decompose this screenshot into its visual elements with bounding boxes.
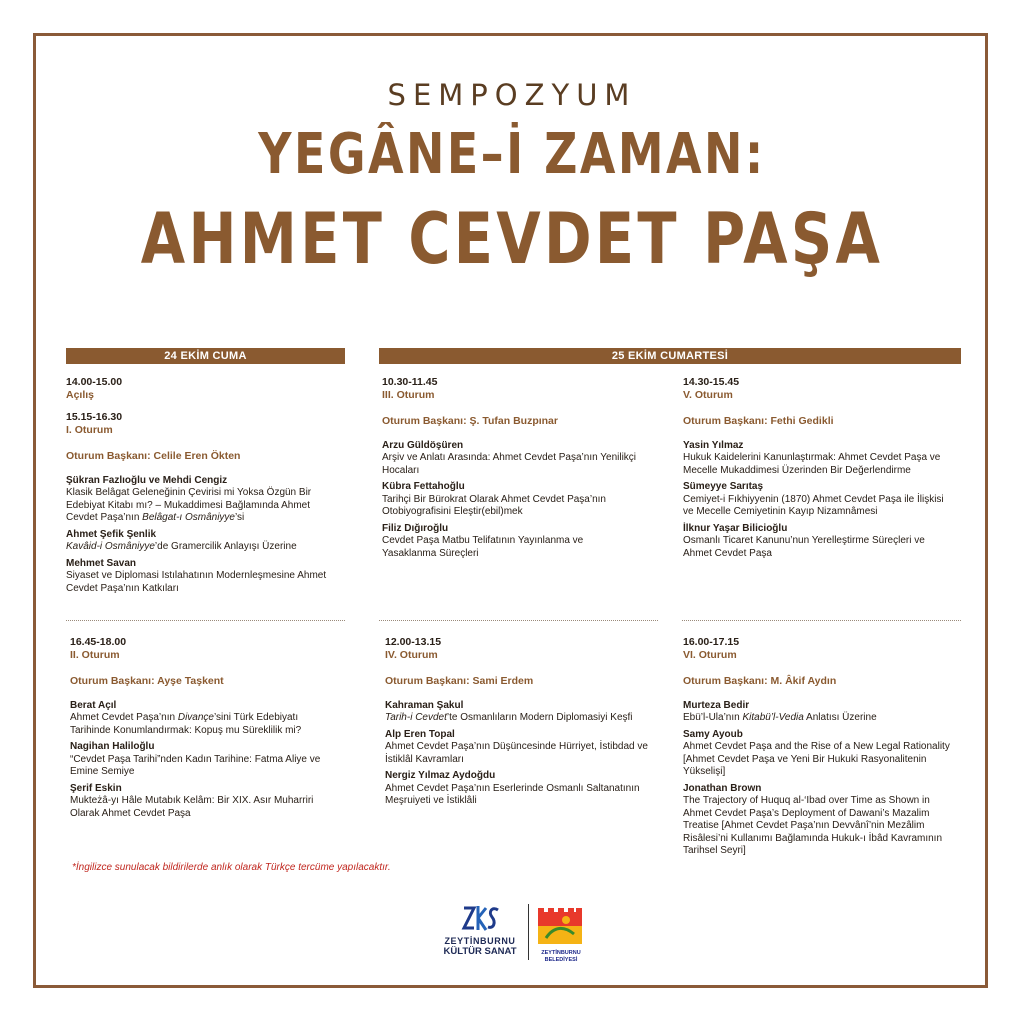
speaker-name: Ahmet Şefik Şenlik	[66, 528, 157, 540]
talk-title: Ahmet Cevdet Paşa’nın Düşüncesinde Hürriyet, İstibdad ve İstiklâl Kavramları	[385, 741, 648, 765]
speaker-name: Nagihan Haliloğlu	[70, 741, 155, 752]
col3-top	[683, 376, 945, 560]
session3-label: III. Oturum	[382, 388, 435, 401]
talk-title: Ahmet Cevdet Paşa’nın Divançe’sini Türk Edebiyatı Tarihinde Konumlandırmak: Kopuş mu Süreklilik mi?	[70, 712, 302, 736]
speaker-name: Kübra Fettahoğlu	[382, 481, 465, 492]
speaker-name: Alp Eren Topal	[385, 728, 455, 740]
session2-label: II. Oturum	[70, 648, 120, 661]
col1-bottom	[70, 636, 332, 820]
session6-chair: Oturum Başkanı: M. Âkif Aydın	[683, 675, 837, 687]
session3-chair: Oturum Başkanı: Ş. Tufan Buzpınar	[382, 415, 558, 427]
session1-label: I. Oturum	[66, 423, 113, 436]
talk-title: Kavâid-i Osmâniyye’de Gramercilik Anlayışı Üzerine	[66, 541, 297, 552]
session4-chair: Oturum Başkanı: Sami Erdem	[385, 675, 534, 687]
poster-title-line2: AHMET CEVDET PAŞA	[140, 198, 884, 280]
translation-note: *İngilizce sunulacak bildirilerde anlık olarak Türkçe tercüme yapılacaktır.	[72, 862, 391, 873]
speaker-name: Mehmet Savan	[66, 557, 137, 569]
zeytinburnu-kultur-sanat-logo	[436, 904, 524, 962]
speaker-name: Yasin Yılmaz	[683, 439, 744, 451]
session5-time: 14.30-15.45	[683, 376, 740, 388]
session2-chair: Oturum Başkanı: Ayşe Taşkent	[70, 675, 224, 687]
talk-title: Tarih-i Cevdet’te Osmanlıların Modern Diplomasiyi Keşfi	[385, 712, 633, 723]
session4-time: 12.00-13.15	[385, 636, 442, 648]
logo2-line1: ZEYTİNBURNU	[541, 950, 581, 956]
poster-kicker: SEMPOZYUM	[387, 78, 637, 112]
speaker-name: Filiz Dığıroğlu	[382, 522, 449, 534]
talk-title: Mukteżâ-yı Hâle Mutabık Kelâm: Bir XIX. Asır Muharriri Olarak Ahmet Cevdet Paşa	[70, 795, 314, 819]
talk-title: Arşiv ve Anlatı Arasında: Ahmet Cevdet Paşa’nın Yenilikçi Hocaları	[382, 452, 637, 476]
session5-label: V. Oturum	[683, 388, 733, 401]
speaker-name: Jonathan Brown	[683, 782, 762, 794]
session2-time: 16.45-18.00	[70, 636, 127, 648]
session6-time: 16.00-17.15	[683, 636, 740, 648]
talk-title: Osmanlı Ticaret Kanunu’nun Yerelleştirme Süreçleri ve Ahmet Cevdet Paşa	[683, 535, 925, 559]
speaker-name: Berat Açıl	[70, 699, 117, 711]
talk-title: Cevdet Paşa Matbu Telifatının Yayınlanma ve Yasaklanma Süreçleri	[382, 535, 584, 559]
col2-bottom	[385, 636, 650, 808]
logo1-line2: KÜLTÜR SANAT	[443, 946, 517, 957]
talk-title: Siyaset ve Diplomasi Istılahatının Modernleşmesine Ahmet Cevdet Paşa’nın Katkıları	[66, 570, 327, 594]
speaker-name: Murteza Bedir	[683, 699, 750, 711]
talk-title: Ebü’l-Ula’nın Kitabü’l-Vedia Anlatısı Üzerine	[683, 712, 877, 723]
opening-time: 14.00-15.00	[66, 376, 123, 388]
talk-title: Tarihçi Bir Bürokrat Olarak Ahmet Cevdet Paşa’nın Otobiyografisini Eleştir(ebil)mek	[382, 493, 606, 517]
logo-separator	[528, 904, 529, 960]
talk-title: Hukuk Kaidelerini Kanunlaştırmak: Ahmet Cevdet Paşa ve Mecelle Mukaddimesi Üzerinden Bir Değerlendirme	[683, 452, 941, 476]
col3-bottom	[683, 636, 951, 858]
zeytinburnu-belediyesi-logo	[536, 904, 586, 963]
col2-top	[382, 376, 637, 560]
speaker-name: İlknur Yaşar Bilicioğlu	[683, 522, 788, 534]
session1-time: 15.15-16.30	[66, 411, 123, 423]
session6-label: VI. Oturum	[683, 648, 737, 661]
session4-label: IV. Oturum	[385, 648, 438, 661]
opening-label: Açılış	[66, 388, 95, 401]
talk-title: Ahmet Cevdet Paşa’nın Eserlerinde Osmanlı Saltanatının Meşruiyeti ve İstiklâli	[385, 782, 640, 806]
session3-time: 10.30-11.45	[382, 376, 438, 388]
talk-title: “Cevdet Paşa Tarihi”nden Kadın Tarihine: Fatma Aliye ve Emine Semiye	[70, 753, 321, 777]
speaker-name: Kahraman Şakul	[385, 699, 464, 711]
session5-chair: Oturum Başkanı: Fethi Gedikli	[683, 415, 834, 427]
zks-logo-icon	[460, 904, 500, 934]
speaker-name: Sümeyye Sarıtaş	[683, 481, 764, 492]
poster-title-line1: YEGÂNE–İ ZAMAN:	[258, 122, 766, 187]
municipality-emblem-icon	[536, 904, 584, 944]
day-header-25: 25 EKİM CUMARTESİ	[379, 348, 961, 364]
speaker-name: Şükran Fazlıoğlu ve Mehdi Cengiz	[66, 474, 228, 486]
divider	[66, 620, 345, 621]
col1-top	[66, 376, 331, 595]
talk-title: Ahmet Cevdet Paşa and the Rise of a New Legal Rationality [Ahmet Cevdet Paşa ve Yeni Bir Hukuki Rasyonalitenin Yükselişi]	[683, 741, 950, 777]
day-header-24: 24 EKİM CUMA	[66, 348, 345, 364]
speaker-name: Samy Ayoub	[683, 728, 743, 740]
session1-chair: Oturum Başkanı: Celile Eren Ökten	[66, 450, 241, 462]
speaker-name: Arzu Güldöşüren	[382, 439, 464, 451]
divider	[682, 620, 961, 621]
logo2-line2: BELEDİYESİ	[544, 957, 578, 963]
speaker-name: Şerif Eskin	[70, 782, 122, 794]
divider	[379, 620, 658, 621]
talk-title: Klasik Belâgat Geleneğinin Çevirisi mi Yoksa Özgün Bir Edebiyat Kitabı mı? – Mukaddimesi Bağlamında Ahmet Cevdet Paşa’nın Belâgat-ı Osmâniyye’si	[66, 487, 312, 523]
logo1-line1: ZEYTİNBURNU	[444, 936, 516, 946]
talk-title: The Trajectory of Huquq al-‘Ibad over Time as Shown in Ahmet Cevdet Paşa’s Deployment of Dawani’s Mazalim Treatise [Ahmet Cevdet Paşa’nın Devvânî’nin Mezâlim Risâlesi’ni Kullanımı Bağlamında Hukuk-ı İbâd Kavramının Tarihsel Seyri]	[683, 795, 943, 856]
speaker-name: Nergiz Yılmaz Aydoğdu	[385, 770, 496, 781]
talk-title: Cemiyet-i Fıkhiyyenin (1870) Ahmet Cevdet Paşa ile İlişkisi ve Mecelle Cemiyetinin Kayıp Nizamnâmesi	[683, 493, 944, 517]
